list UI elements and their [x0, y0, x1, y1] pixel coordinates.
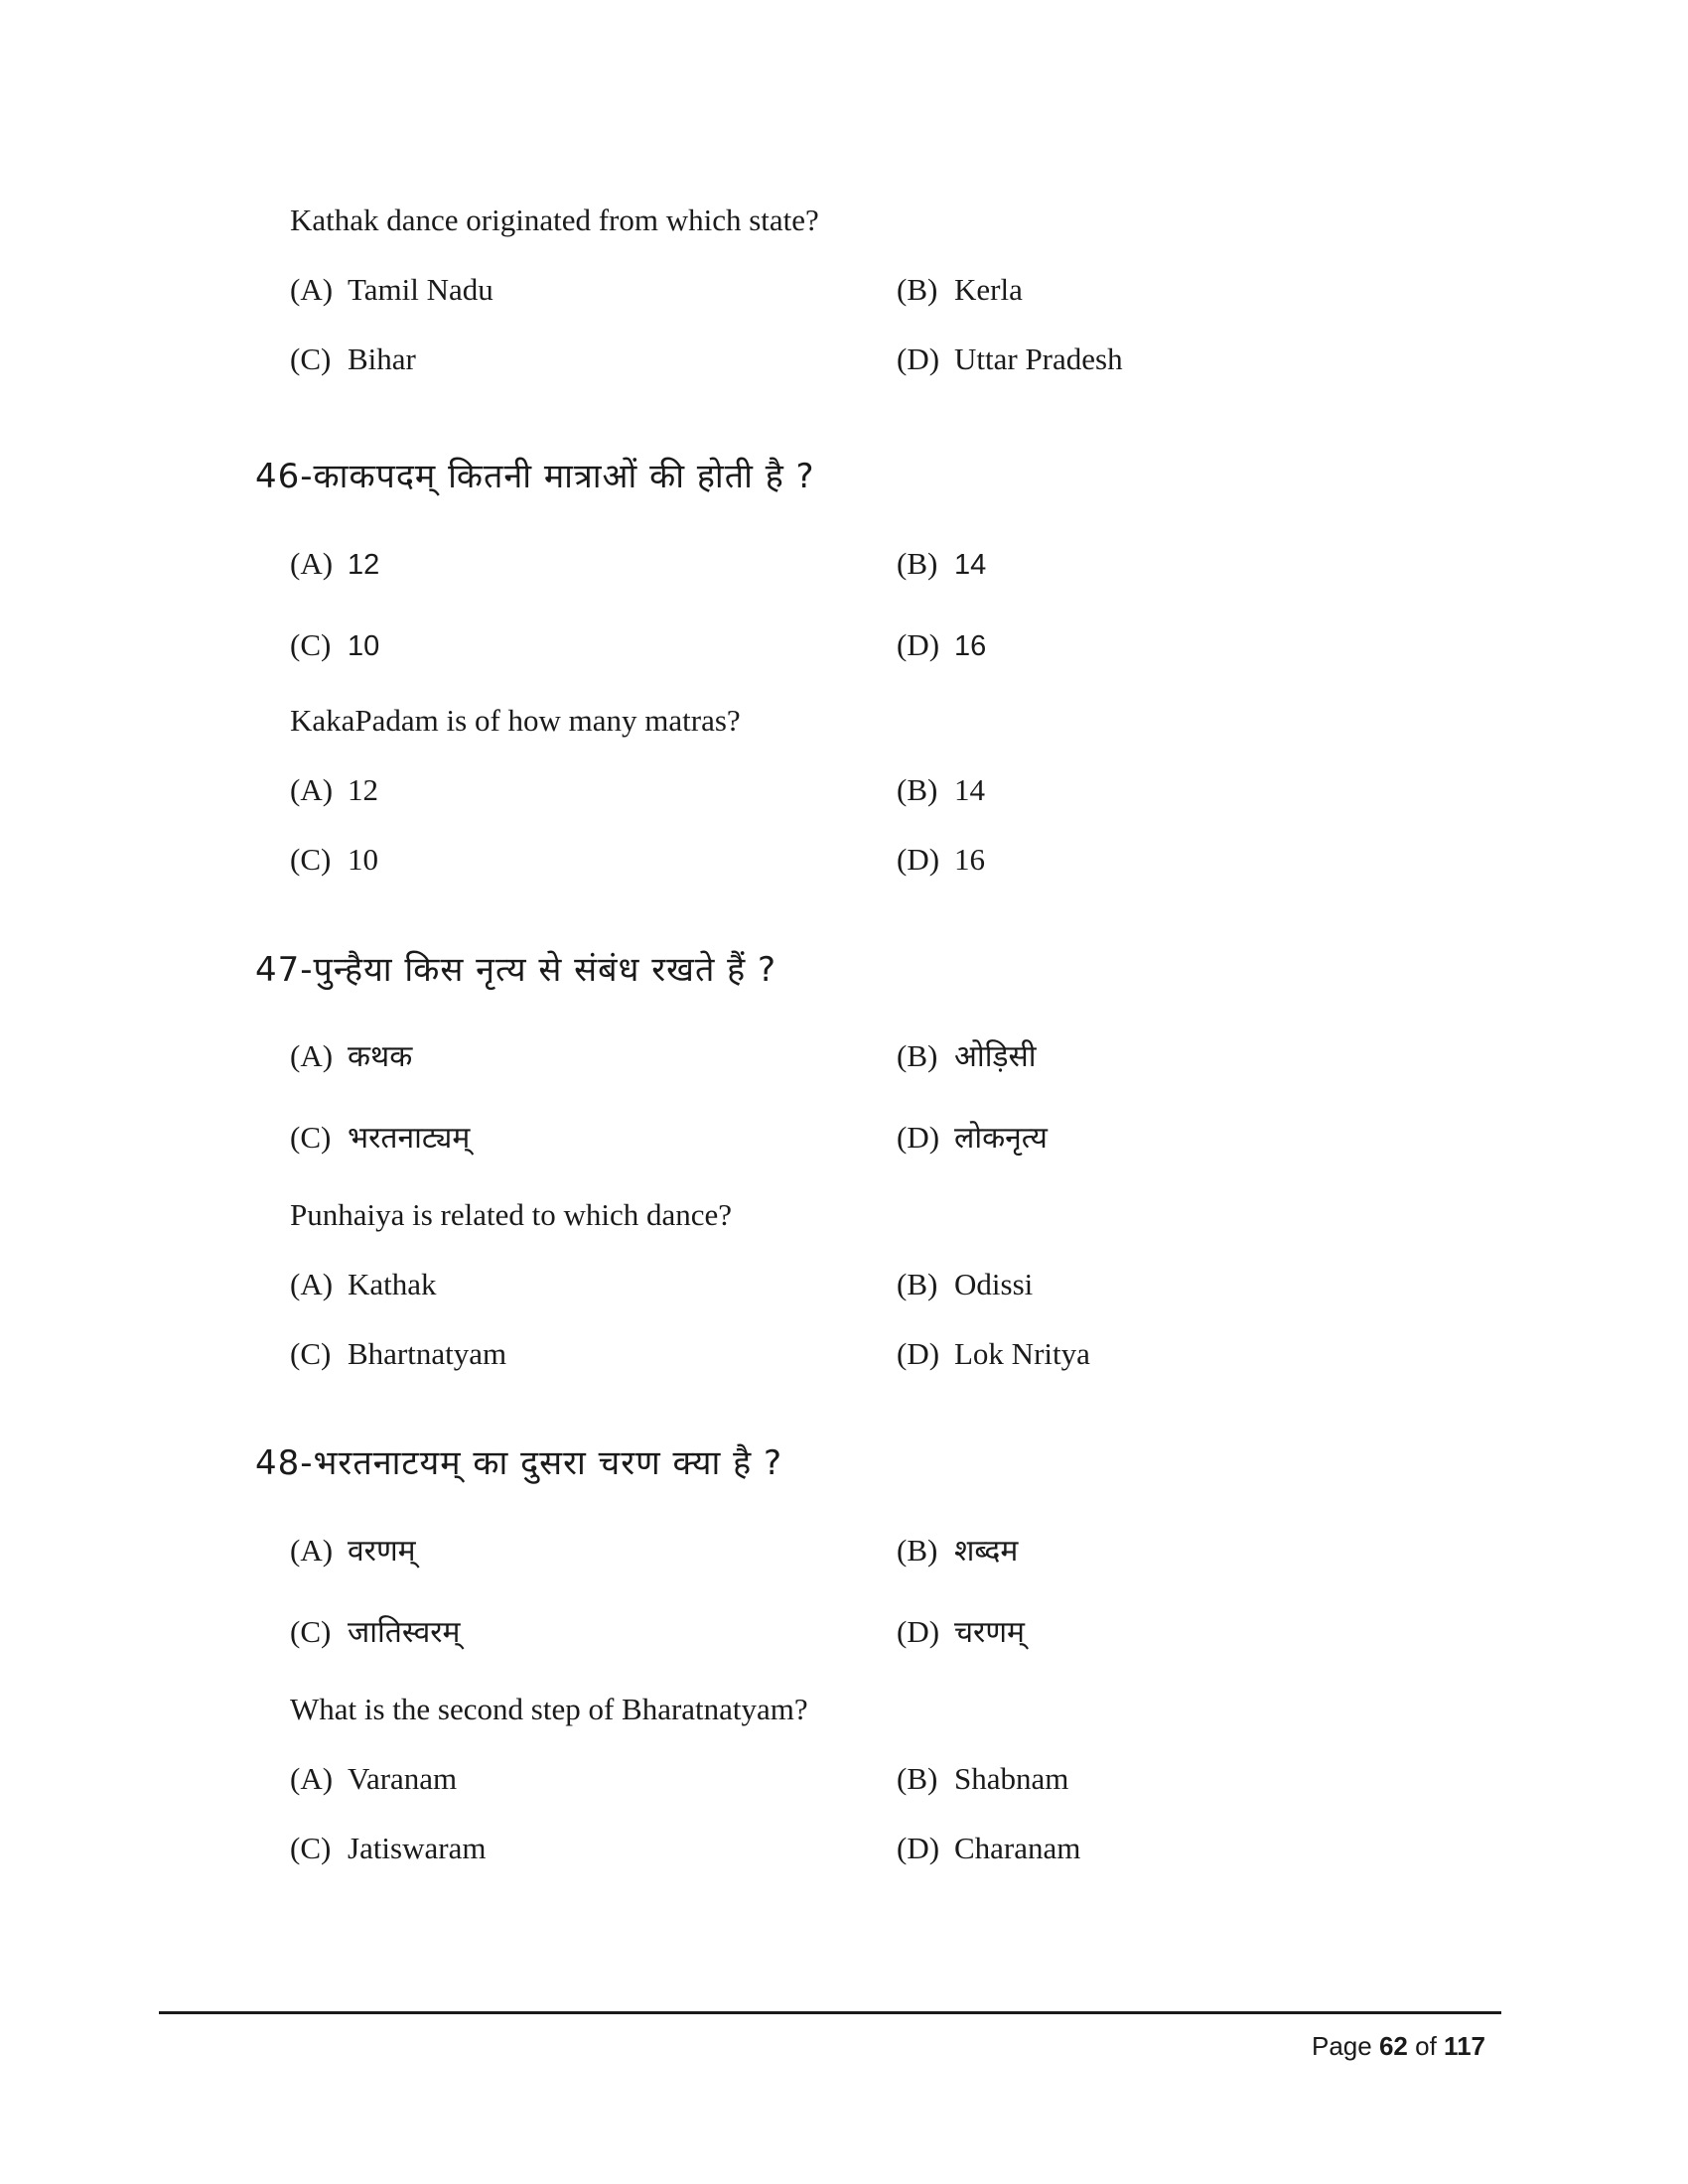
option-a	[290, 1531, 416, 1571]
option-a	[290, 1265, 437, 1304]
option-label: (C)	[290, 842, 332, 877]
option-b	[897, 1036, 1037, 1077]
option-text: वरणम्	[348, 1534, 416, 1569]
option-text: 12	[348, 772, 378, 807]
option-text: 12	[348, 549, 380, 581]
page-total: 117	[1444, 2031, 1485, 2061]
question-english-48: What is the second step of Bharatnatyam?	[290, 1692, 808, 1726]
option-text: Kathak	[348, 1267, 437, 1301]
option-label: (B)	[897, 1761, 938, 1796]
option-label: (B)	[897, 772, 938, 807]
option-label: (B)	[897, 1267, 938, 1301]
option-label: (A)	[290, 772, 334, 807]
option-text: जातिस्वरम्	[348, 1615, 461, 1650]
option-text: Bhartnatyam	[348, 1336, 507, 1371]
option-d	[897, 340, 1123, 379]
option-text: ओड़िसी	[954, 1039, 1037, 1074]
option-label: (C)	[290, 341, 332, 376]
option-label: (A)	[290, 272, 334, 307]
footer-rule	[159, 2011, 1501, 2014]
option-c	[290, 1334, 506, 1374]
option-a	[290, 270, 493, 310]
page-sep: of	[1415, 2031, 1437, 2061]
option-d	[897, 1829, 1080, 1868]
option-text: 16	[954, 630, 987, 662]
option-c	[290, 1118, 470, 1159]
option-label: (D)	[897, 341, 940, 376]
option-b	[897, 544, 986, 585]
option-label: (D)	[897, 842, 940, 877]
option-d	[897, 1612, 1025, 1653]
option-c	[290, 340, 416, 379]
option-b	[897, 270, 1023, 310]
option-label: (A)	[290, 1038, 334, 1073]
option-b	[897, 1531, 1018, 1571]
option-label: (C)	[290, 627, 332, 662]
question-hindi-46: 46-काकपदम् कितनी मात्राओं की होती है ?	[255, 457, 815, 496]
option-label: (D)	[897, 1120, 940, 1155]
option-text: कथक	[348, 1039, 413, 1074]
option-text: Varanam	[348, 1761, 458, 1796]
question-hindi-47: 47-पुन्हैया किस नृत्य से संबंध रखते हैं ?	[255, 950, 777, 990]
page-current: 62	[1378, 2031, 1408, 2061]
option-text: 16	[954, 842, 985, 877]
option-text: Shabnam	[954, 1761, 1069, 1796]
option-label: (C)	[290, 1831, 332, 1865]
option-text: Kerla	[954, 272, 1023, 307]
option-text: 14	[954, 772, 985, 807]
option-label: (B)	[897, 272, 938, 307]
option-text: Lok Nritya	[954, 1336, 1090, 1371]
option-text: 10	[348, 842, 378, 877]
option-text: Jatiswaram	[348, 1831, 487, 1865]
option-text: भरतनाट्यम्	[348, 1121, 471, 1156]
option-text: 10	[348, 630, 380, 662]
question-hindi-48: 48-भरतनाटयम् का दुसरा चरण क्या है ?	[255, 1443, 782, 1483]
option-label: (B)	[897, 1533, 938, 1568]
option-a	[290, 544, 379, 585]
option-text: चरणम्	[954, 1615, 1025, 1650]
option-text: Uttar Pradesh	[954, 341, 1123, 376]
option-c	[290, 840, 378, 880]
option-text: 14	[954, 549, 987, 581]
option-label: (A)	[290, 1761, 334, 1796]
option-a	[290, 770, 378, 810]
question-english: Kathak dance originated from which state?	[290, 203, 819, 237]
question-english-47: Punhaiya is related to which dance?	[290, 1197, 733, 1232]
option-text: Tamil Nadu	[348, 272, 493, 307]
page-number	[1312, 2029, 1485, 2063]
option-d	[897, 1334, 1090, 1374]
option-text: Charanam	[954, 1831, 1081, 1865]
option-a	[290, 1759, 457, 1799]
option-label: (C)	[290, 1120, 332, 1155]
page-prefix: Page	[1312, 2031, 1372, 2061]
option-label: (D)	[897, 627, 940, 662]
option-text: Bihar	[348, 341, 416, 376]
option-a	[290, 1036, 412, 1077]
option-label: (C)	[290, 1336, 332, 1371]
option-label: (A)	[290, 1267, 334, 1301]
option-text: लोकनृत्य	[954, 1121, 1048, 1156]
option-b	[897, 770, 985, 810]
option-d	[897, 625, 986, 666]
option-label: (D)	[897, 1336, 940, 1371]
option-label: (A)	[290, 1533, 334, 1568]
option-text: Odissi	[954, 1267, 1034, 1301]
option-d	[897, 840, 985, 880]
option-d	[897, 1118, 1048, 1159]
option-label: (D)	[897, 1614, 940, 1649]
option-b	[897, 1759, 1068, 1799]
option-label: (B)	[897, 1038, 938, 1073]
option-label: (B)	[897, 546, 938, 581]
option-c	[290, 1612, 460, 1653]
option-c	[290, 625, 379, 666]
option-label: (C)	[290, 1614, 332, 1649]
option-label: (A)	[290, 546, 334, 581]
option-c	[290, 1829, 486, 1868]
option-b	[897, 1265, 1033, 1304]
option-label: (D)	[897, 1831, 940, 1865]
option-text: शब्दम	[954, 1534, 1019, 1569]
question-english-46: KakaPadam is of how many matras?	[290, 703, 741, 738]
